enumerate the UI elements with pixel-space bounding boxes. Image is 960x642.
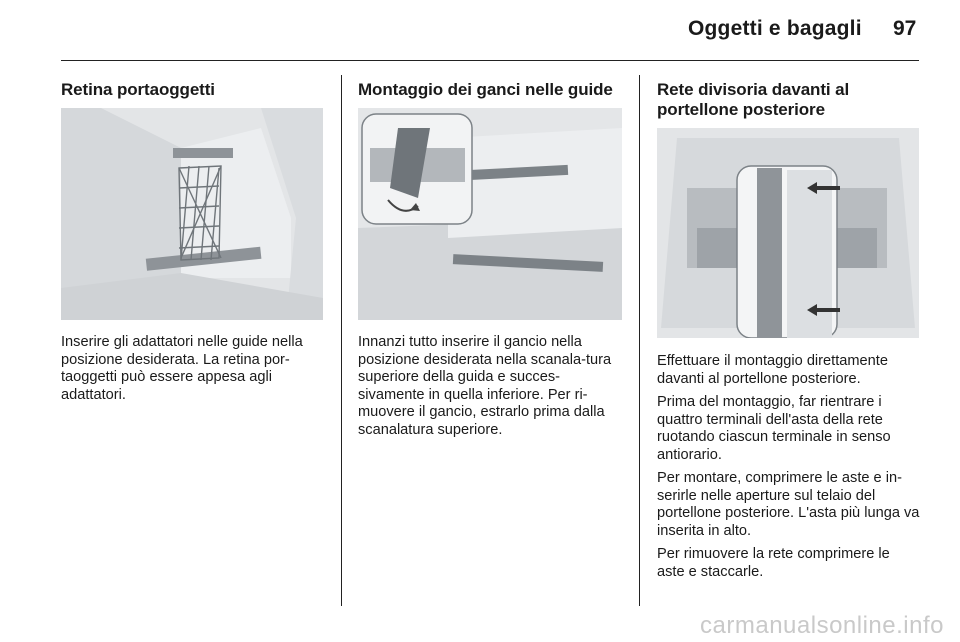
paragraph: Inserire gli adattatori nelle guide nella posizione desiderata. La retina por-taoggetti può essere appesa agli adattatori. xyxy=(61,334,303,403)
column-partition-net xyxy=(657,80,921,120)
column-divider xyxy=(341,75,342,606)
column-storage-net-text xyxy=(61,334,327,410)
column-hooks-text xyxy=(358,334,626,445)
column-heading: Rete divisoria davanti al portellone posteriore xyxy=(657,80,850,119)
illustration-storage-net xyxy=(61,108,323,320)
column-heading: Montaggio dei ganci nelle guide xyxy=(358,80,613,99)
page-number: 97 xyxy=(893,17,917,40)
section-title: Oggetti e bagagli xyxy=(688,17,862,40)
column-hooks xyxy=(358,80,626,100)
paragraph: Per montare, comprimere le aste e in-serirle nelle aperture sul telaio del portellone posteriore. L'asta più lunga va inserita in alto. xyxy=(657,470,920,539)
column-divider xyxy=(639,75,640,606)
column-storage-net xyxy=(61,80,327,100)
illustration-partition-net xyxy=(657,128,919,338)
column-heading: Retina portaoggetti xyxy=(61,80,215,99)
paragraph: Effettuare il montaggio direttamente davanti al portellone posteriore. xyxy=(657,353,888,387)
illustration-hooks xyxy=(358,108,622,320)
column-partition-net-text xyxy=(657,353,921,587)
paragraph: Prima del montaggio, far rientrare i quattro terminali dell'asta della rete ruotando ciascun terminale in senso antiorario. xyxy=(657,394,891,463)
watermark: carmanualsonline.info xyxy=(700,612,944,639)
paragraph: Innanzi tutto inserire il gancio nella posizione desiderata nella scanala-tura superiore della guida e succes-sivamente in quella inferiore. Per ri-muovere il gancio, estrarlo prima dalla scanalatura superiore. xyxy=(358,334,612,438)
paragraph: Per rimuovere la rete comprimere le aste e staccarle. xyxy=(657,546,890,580)
header-divider xyxy=(61,60,919,61)
